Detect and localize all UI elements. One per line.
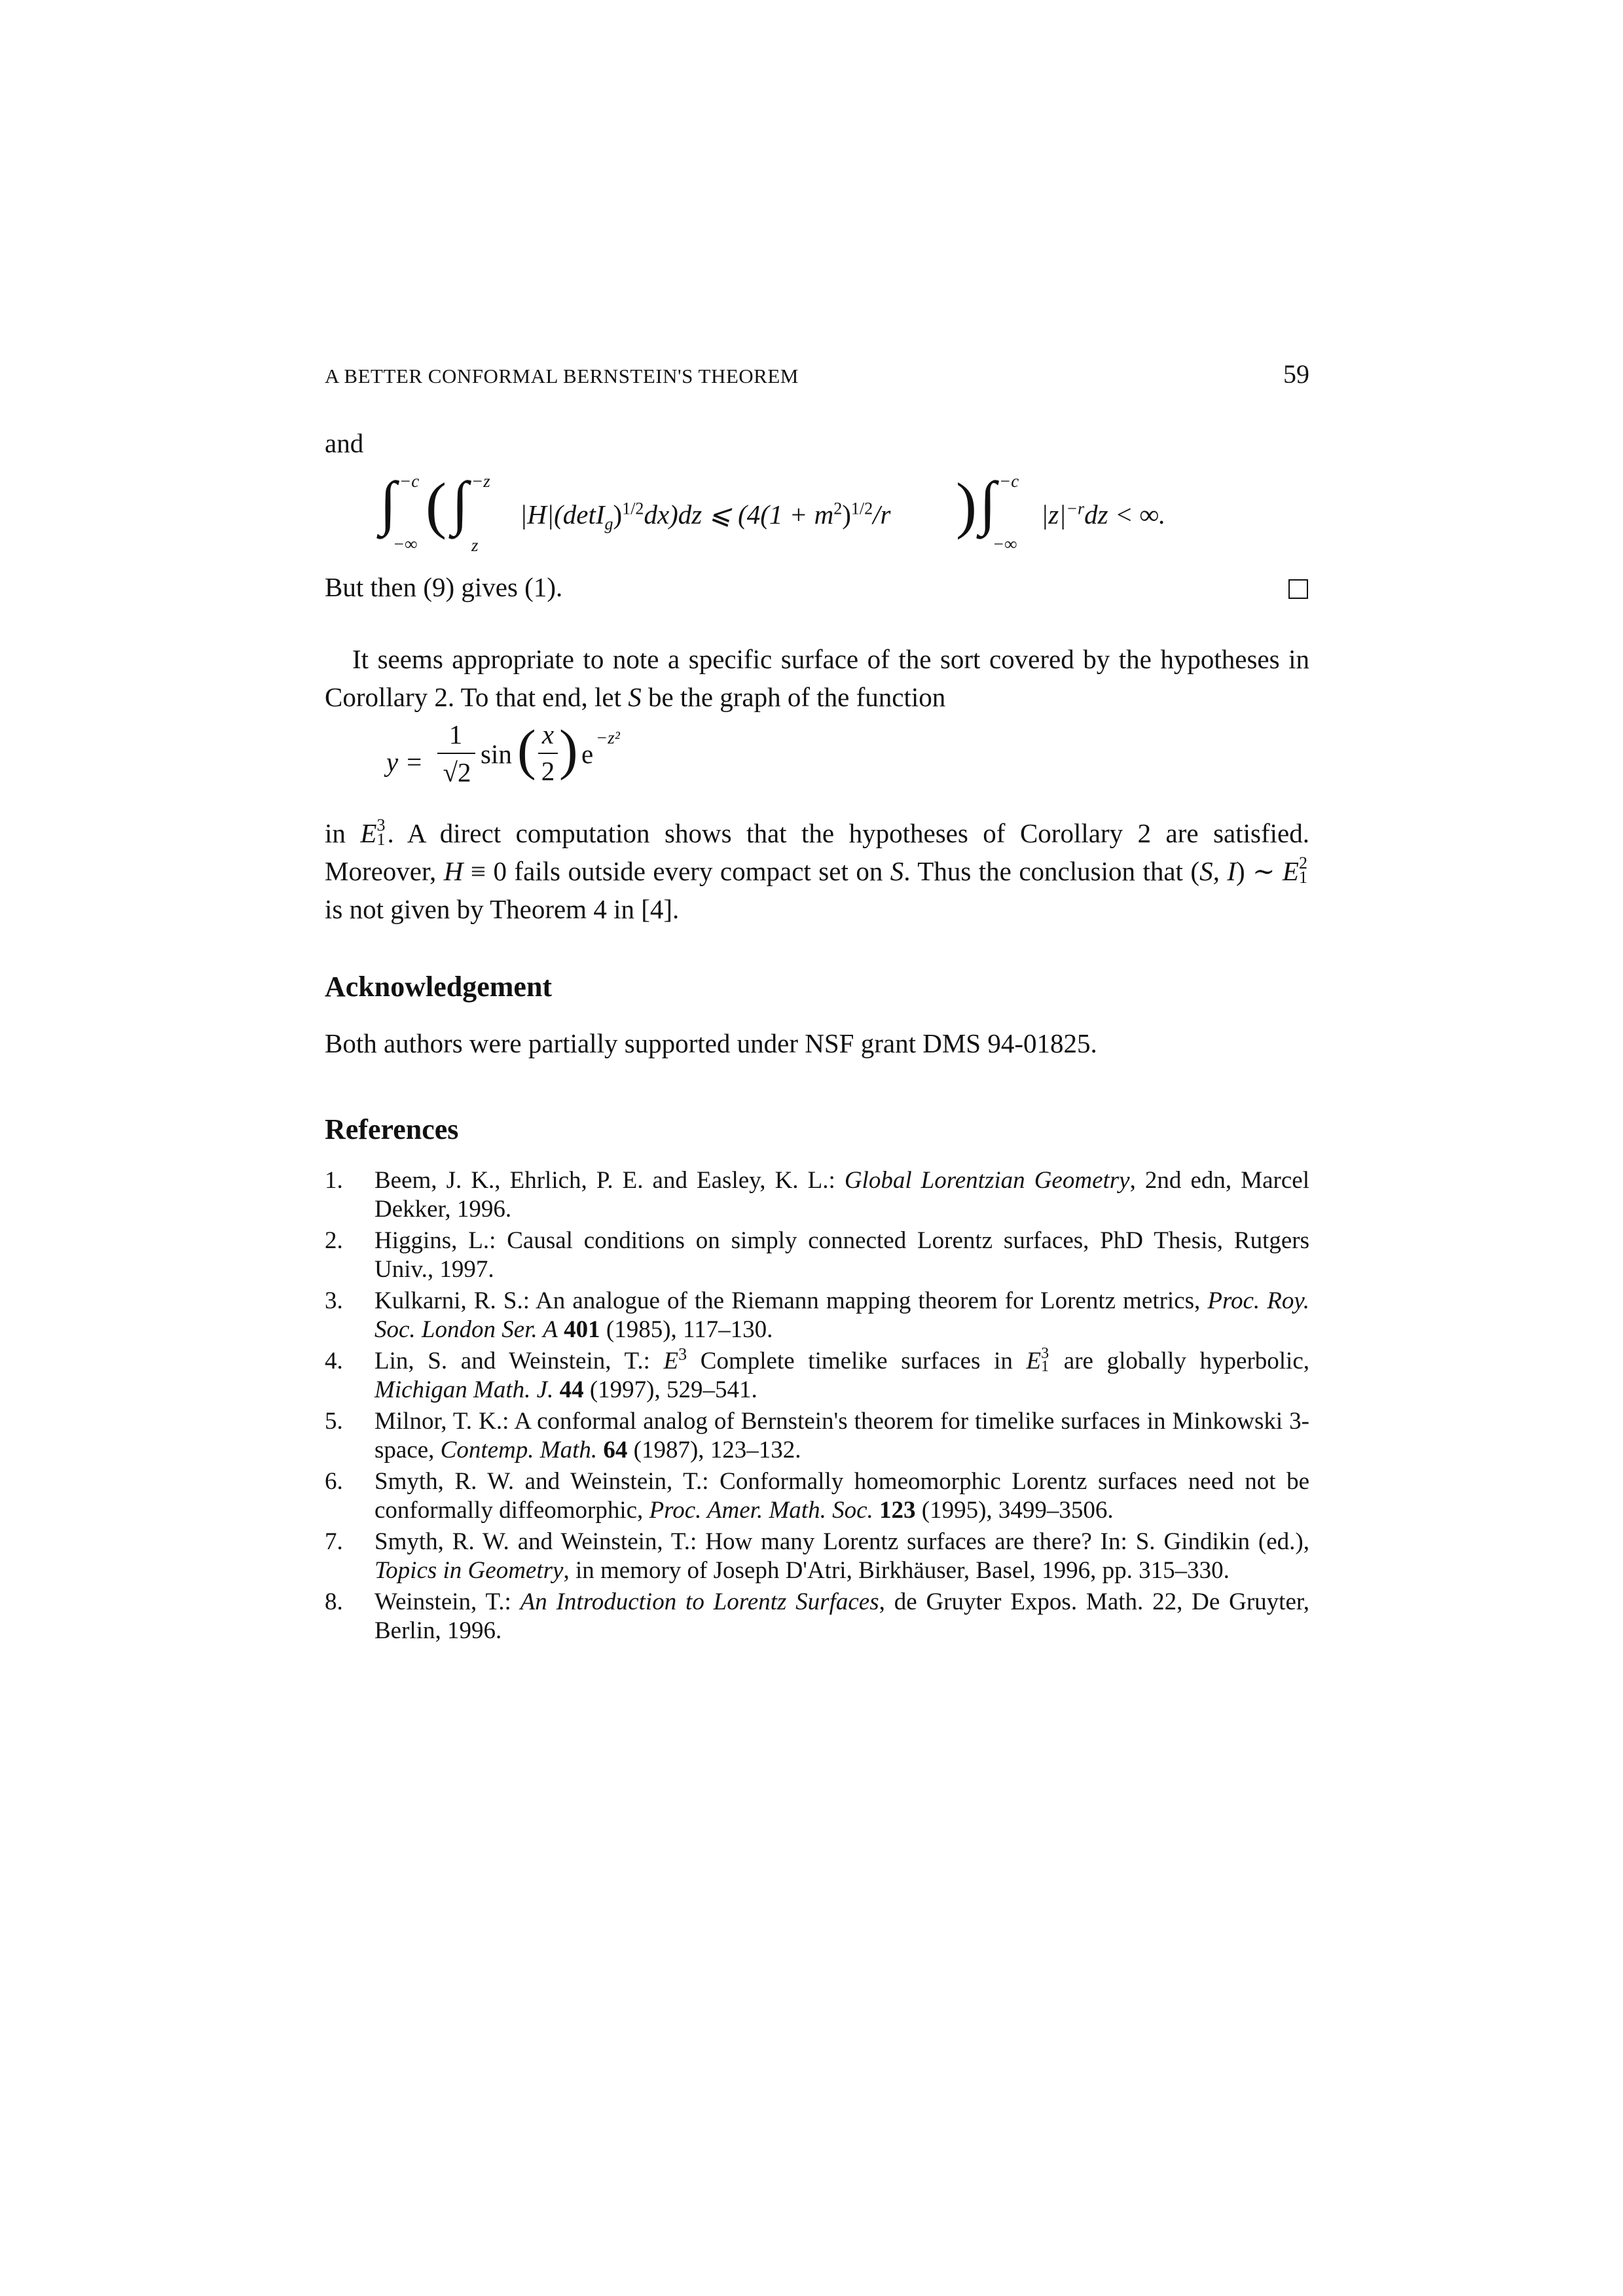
para-direct-S: S [890, 856, 904, 886]
reference-number: 3. [325, 1287, 343, 1314]
para-appropriate-S: S [628, 682, 642, 712]
reference-title: Topics in Geometry [374, 1557, 564, 1584]
reference-volume: 401 [564, 1316, 600, 1343]
equation-integral-bound [380, 469, 1309, 555]
reference-item [325, 1227, 1309, 1284]
reference-item [325, 1588, 1309, 1645]
integral-sign-3: ∫ [979, 469, 996, 536]
reference-list [325, 1166, 1309, 1648]
reference-details: , in memory of Joseph D'Atri, Birkhäuser, Basel, 1996, pp. 315–330. [563, 1557, 1230, 1584]
para-direct-E2-sub: 1 [1298, 868, 1307, 887]
reference-authors: Smyth, R. W. and Weinstein, T.: Conformally homeomorphic Lorentz surfaces need not be conformally diffeomorphic, [374, 1468, 1309, 1524]
reference-number: 4. [325, 1348, 343, 1374]
reference-math-E1-scripts [1041, 1347, 1050, 1373]
integrand-dx-dz: dx)dz ⩽ (4(1 + m [644, 499, 834, 529]
paren-open-1: ( [426, 470, 447, 540]
reference-title-part: Complete timelike surfaces in [687, 1348, 1027, 1374]
integrand-3-exp: −r [1066, 499, 1085, 518]
para-direct-SI: S, I [1199, 856, 1236, 886]
reference-body [374, 1528, 1309, 1585]
reference-math-E-sup: 3 [678, 1344, 687, 1364]
reference-authors: Smyth, R. W. and Weinstein, T.: How many Lorentz surfaces are there? In: S. Gindikin (ed.), [374, 1528, 1309, 1555]
rhs-mid: ) [842, 499, 851, 529]
equation-tail [1041, 499, 1165, 530]
limit-upper-3: −c [999, 471, 1019, 491]
eq2-exp: −z² [596, 728, 620, 747]
integral-sign-1: ∫ [380, 469, 397, 536]
reference-details: (1995), 3499–3506. [915, 1497, 1114, 1524]
eq2-paren-close: ) [559, 718, 578, 781]
reference-body [374, 1227, 1309, 1284]
reference-math-E1-sub: 1 [1041, 1358, 1049, 1375]
reference-body [374, 1344, 1310, 1405]
reference-authors: Weinstein, T.: [374, 1588, 520, 1615]
reference-journal: Michigan Math. J. [374, 1376, 554, 1403]
para-appropriate-text-1: It seems appropriate to note a specific surface of the sort covered by the hypotheses in Corollary 2. To that end, let [325, 644, 1309, 712]
reference-item [325, 1528, 1309, 1585]
reference-journal: Proc. Roy. Soc. London Ser. A [374, 1287, 1309, 1343]
eq2-paren-open: ( [517, 718, 536, 781]
eq2-sin: sin [481, 739, 512, 769]
reference-details: (1987), 123–132. [627, 1437, 801, 1463]
reference-body [374, 1166, 1309, 1224]
reference-math-E1-sup: 3 [1041, 1345, 1049, 1362]
reference-item [325, 1407, 1309, 1465]
reference-details: , 2nd edn, Marcel Dekker, 1996. [374, 1167, 1309, 1223]
integral-sign-2: ∫ [452, 469, 469, 536]
page-number: 59 [1283, 359, 1309, 389]
para-then: But then (9) gives (1). [325, 572, 563, 602]
para-direct-E-sup: 3 [376, 816, 386, 834]
reference-body [374, 1287, 1309, 1344]
reference-body [374, 1467, 1309, 1525]
reference-number: 5. [325, 1408, 343, 1435]
integrand-3: |z| [1041, 499, 1067, 529]
reference-authors: Lin, S. and Weinstein, T.: [374, 1348, 664, 1374]
rhs-tail: /r [873, 499, 891, 529]
qed-box-icon [1288, 579, 1308, 599]
reference-authors: Milnor, T. K.: A conformal analog of Bernstein's theorem for timelike surfaces in Minkowski 3-space, [374, 1408, 1309, 1463]
para-direct-text-1: in [325, 818, 361, 848]
eq2-frac-bar [437, 753, 475, 754]
para-direct-E2: E [1282, 856, 1299, 886]
reference-volume: 64 [603, 1437, 628, 1463]
eq2-inner-bar [538, 753, 558, 754]
ack-text: Both authors were partially supported under NSF grant DMS 94-01825. [325, 1028, 1097, 1058]
para-direct-text-3: ≡ 0 fails outside every compact set on [463, 856, 890, 886]
integrand-1-sub: g [604, 514, 613, 534]
eq2-inner-den: 2 [541, 756, 555, 786]
integrand-1-tail: ) [613, 499, 623, 529]
para-direct-E2-sup: 2 [1298, 853, 1307, 872]
reference-item [325, 1467, 1309, 1525]
para-direct-H: H [443, 856, 464, 886]
reference-title: An Introduction to Lorentz Surfaces [520, 1588, 879, 1615]
integrand-3-tail: dz < ∞. [1084, 499, 1166, 529]
reference-item [325, 1166, 1309, 1224]
integrand-1: |H|(detI [520, 499, 605, 529]
para-direct-E-scripts [376, 818, 387, 847]
reference-number: 1. [325, 1167, 343, 1194]
limit-lower-3: −∞ [993, 534, 1017, 554]
running-head-title: A BETTER CONFORMAL BERNSTEIN'S THEOREM [325, 365, 799, 387]
reference-title-part: are globally hyperbolic, [1050, 1348, 1310, 1374]
reference-volume: 123 [879, 1497, 916, 1524]
reference-number: 2. [325, 1227, 343, 1254]
reference-math-E1: E [1026, 1348, 1042, 1374]
reference-authors: Kulkarni, R. S.: An analogue of the Riemann mapping theorem for Lorentz metrics, [374, 1287, 1208, 1314]
para-appropriate [325, 640, 1309, 716]
equation-function [386, 719, 714, 804]
para-direct-text-2: . A direct computation shows that the hypotheses of Corollary 2 are satisfied. Moreover, [325, 818, 1309, 886]
para-direct-text-5: ) ∼ [1235, 856, 1283, 886]
eq2-frac-num: 1 [448, 719, 463, 749]
para-direct [325, 814, 1309, 928]
reference-volume: 44 [559, 1376, 584, 1403]
reference-number: 8. [325, 1588, 343, 1615]
reference-details: (1985), 117–130. [600, 1316, 773, 1343]
para-direct-text-6: is not given by Theorem 4 in [4]. [325, 894, 680, 924]
reference-body [374, 1407, 1309, 1465]
reference-journal: Proc. Amer. Math. Soc. [649, 1497, 873, 1524]
reference-authors: Beem, J. K., Ehrlich, P. E. and Easley, K. L.: [374, 1167, 845, 1194]
reference-item [325, 1287, 1309, 1344]
paren-close-1: ) [956, 470, 977, 540]
rhs-exp: 1/2 [850, 499, 873, 518]
reference-math-E: E [663, 1348, 679, 1374]
limit-upper-1: −c [399, 471, 420, 491]
eq2-frac-den: √2 [443, 757, 471, 787]
m-exp: 2 [833, 499, 843, 518]
reference-item [325, 1344, 1310, 1405]
para-and: and [325, 428, 364, 458]
para-direct-E2-scripts [1298, 853, 1309, 887]
integrand-1-exp: 1/2 [622, 499, 644, 518]
refs-heading: References [325, 1113, 459, 1145]
reference-number: 7. [325, 1528, 343, 1555]
para-direct-text-4: . Thus the conclusion that ( [903, 856, 1200, 886]
reference-details: (1997), 529–541. [583, 1376, 757, 1403]
limit-upper-2: −z [471, 471, 490, 491]
reference-title: Global Lorentzian Geometry [844, 1167, 1130, 1194]
para-direct-E-sub: 1 [376, 830, 386, 849]
equation-body [520, 499, 891, 534]
reference-number: 6. [325, 1468, 343, 1495]
ack-heading: Acknowledgement [325, 971, 553, 1003]
running-head [325, 359, 1309, 389]
eq2-inner-num: x [541, 719, 555, 749]
eq2-lhs: y = [386, 747, 424, 777]
eq2-exp-base: e [581, 739, 594, 769]
para-appropriate-text-2: be the graph of the function [641, 682, 946, 712]
reference-body [374, 1588, 1309, 1645]
reference-details: , de Gruyter Expos. Math. 22, De Gruyter, Berlin, 1996. [374, 1588, 1309, 1644]
limit-lower-1: −∞ [393, 534, 418, 554]
para-direct-E: E [360, 818, 377, 848]
limit-lower-2: z [471, 535, 479, 555]
reference-journal: Contemp. Math. [440, 1437, 598, 1463]
reference-text: Higgins, L.: Causal conditions on simply connected Lorentz surfaces, PhD Thesis, Rutgers Univ., 1997. [374, 1227, 1309, 1283]
